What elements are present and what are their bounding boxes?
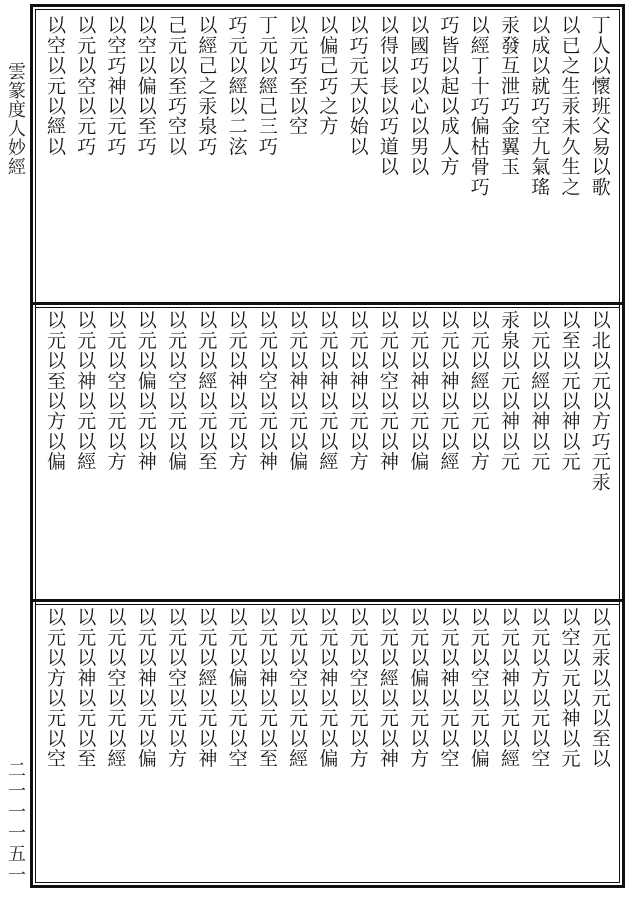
text-column: 己元以至巧空以	[165, 15, 188, 157]
text-column: 以元以神以元以經	[437, 310, 460, 472]
text-column: 以元以經以元以神	[195, 607, 218, 769]
text-column: 以元以經以神以元	[528, 310, 551, 472]
text-column: 巧元以經以二泫	[225, 15, 248, 157]
text-column: 以元以神以元以方	[225, 310, 248, 472]
text-column: 以經己之汞泉巧	[195, 15, 218, 157]
text-column: 以空以元以神以元	[558, 607, 581, 769]
text-column: 以元以空以元以偏	[467, 607, 490, 769]
text-column: 以元以神以元以經	[316, 310, 339, 472]
register-bottom	[41, 607, 614, 881]
register-divider-lower	[33, 599, 622, 602]
text-column: 以元以經以元以至	[195, 310, 218, 472]
register-top	[41, 15, 614, 297]
text-column: 以元以空以元巧	[74, 15, 97, 157]
text-column: 以元以空以元以神	[376, 310, 399, 472]
text-column: 以元以空以元以方	[165, 607, 188, 769]
text-column: 以元以方以元以空	[44, 607, 66, 769]
text-column: 以元以神以元以經	[497, 607, 520, 769]
text-column: 以成以就巧空九氣瑤	[528, 15, 551, 197]
register-divider-upper	[33, 302, 622, 305]
text-column: 以元巧至以空	[286, 15, 309, 137]
text-column: 以元以空以元以方	[104, 310, 127, 472]
text-column: 丁人以懷班父易以歌	[588, 15, 611, 197]
text-column: 以元以空以元以偏	[165, 310, 188, 472]
text-column: 以北以元以方巧元汞	[588, 310, 611, 492]
text-column: 汞發互泄巧金翼玉	[497, 15, 520, 177]
text-column: 以元以經以元以神	[376, 607, 399, 769]
text-column: 以巧元天以始以	[346, 15, 369, 157]
text-column: 以偏己巧之方	[316, 15, 339, 137]
text-column: 汞泉以元以神以元	[497, 310, 520, 472]
text-column: 以元以空以元以神	[255, 310, 278, 472]
text-column: 丁元以經己三巧	[255, 15, 278, 157]
text-column: 以空巧神以元巧	[104, 15, 127, 157]
text-column: 以得以長以巧道以	[376, 15, 399, 177]
margin-title: 雲篆度人妙經	[5, 62, 26, 176]
text-column: 以空以偏以至巧	[134, 15, 157, 157]
page-frame	[30, 4, 625, 888]
text-column: 以元以神以元以偏	[407, 310, 430, 472]
text-column: 以元以神以元以方	[346, 310, 369, 472]
text-column: 以元以神以元以至	[74, 607, 97, 769]
text-column: 以至以元以神以元	[558, 310, 581, 472]
text-column: 以元以空以元以方	[346, 607, 369, 769]
text-column: 以元以空以元以經	[104, 607, 127, 769]
text-column: 以元以經以元以方	[467, 310, 490, 472]
text-column: 以空以元以經以	[44, 15, 66, 157]
text-column: 以元以神以元以經	[74, 310, 97, 472]
text-column: 以元以方以元以空	[528, 607, 551, 769]
text-column: 巧皆以起以成人方	[437, 15, 460, 177]
text-column: 以已之生汞未久生之	[558, 15, 581, 197]
text-column: 以國巧以心以男以	[407, 15, 430, 177]
text-column: 以元以神以元以至	[255, 607, 278, 769]
text-column: 以元以神以元以偏	[286, 310, 309, 472]
register-middle	[41, 310, 614, 594]
text-column: 以元汞以元以至以	[588, 607, 611, 769]
text-column: 以元以偏以元以神	[134, 310, 157, 472]
text-column: 以元以神以元以偏	[134, 607, 157, 769]
text-column: 以元以偏以元以方	[407, 607, 430, 769]
text-column: 以經丁十巧偏枯骨巧	[467, 15, 490, 197]
text-column: 以元以神以元以偏	[316, 607, 339, 769]
text-column: 以元以至以方以偏	[44, 310, 66, 472]
text-column: 以元以偏以元以空	[225, 607, 248, 769]
text-column: 以元以空以元以經	[286, 607, 309, 769]
page-number: 二一一一五一	[5, 760, 26, 886]
text-column: 以元以神以元以空	[437, 607, 460, 769]
